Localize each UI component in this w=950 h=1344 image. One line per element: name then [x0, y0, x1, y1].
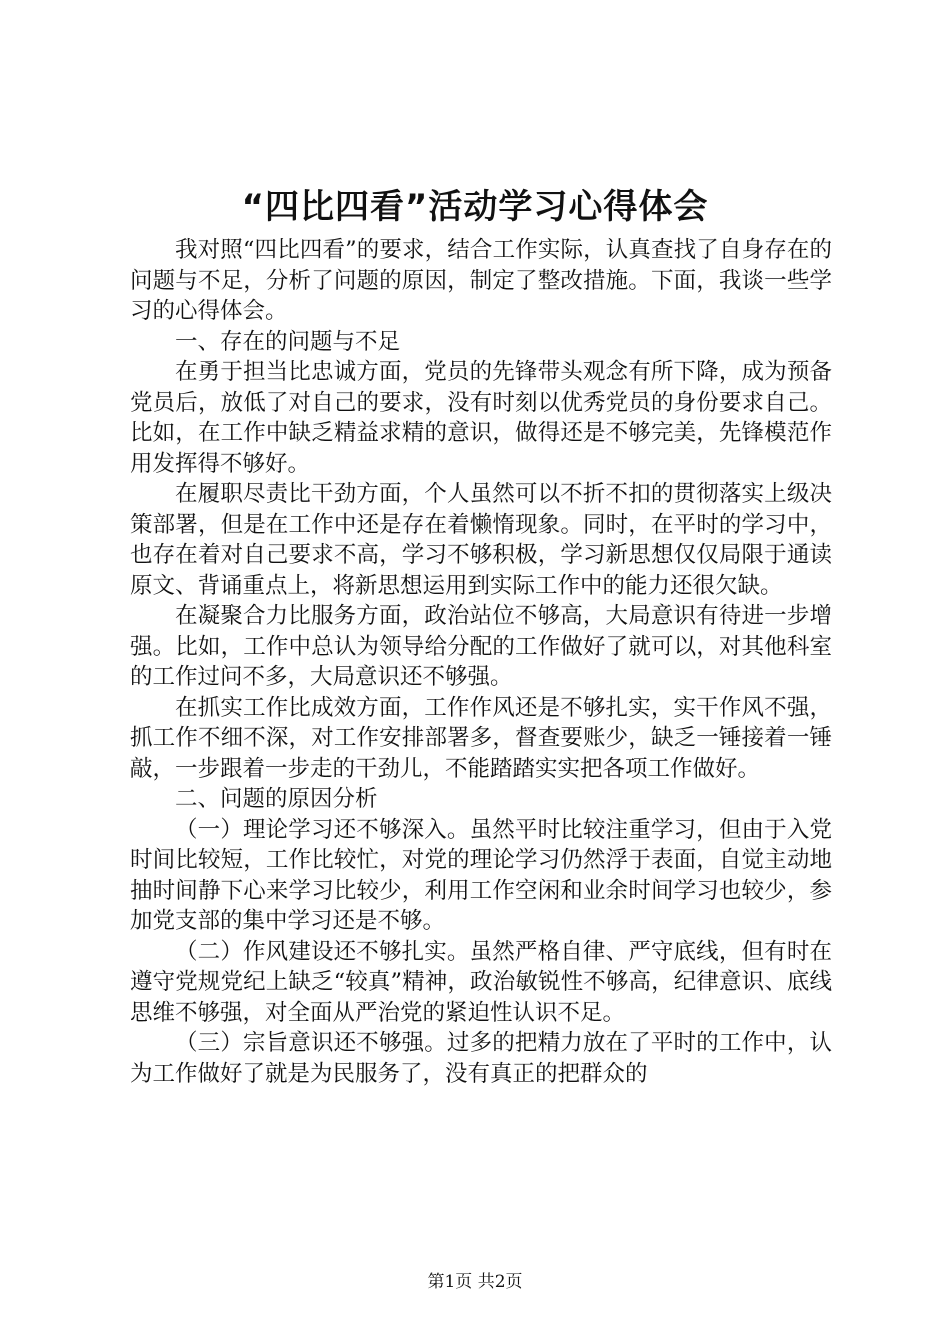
paragraph-diligence: 在履职尽责比干劲方面，个人虽然可以不折不扣的贯彻落实上级决策部署，但是在工作中还是存在着懒惰现象。同时，在平时的学习中，也存在着对自己要求不高，学习不够积极，学习新思想仅仅局限于通读原文、背诵重点上，将新思想运用到实际工作中的能力还很欠缺。: [130, 481, 832, 599]
paragraph-cause-2: （二）作风建设还不够扎实。虽然严格自律、严守底线，但有时在遵守党规党纪上缺乏“较真”精神，政治敏锐性不够高，纪律意识、底线思维不够强，对全面从严治党的紧迫性认识不足。: [130, 938, 832, 1026]
paragraph-cause-3: （三）宗旨意识还不够强。过多的把精力放在了平时的工作中，认为工作做好了就是为民服务了，没有真正的把群众的: [130, 1030, 832, 1087]
page-footer: 第1页 共2页: [427, 1272, 523, 1292]
document-title: “四比四看”活动学习心得体会: [241, 187, 709, 227]
paragraph-loyalty: 在勇于担当比忠诚方面，党员的先锋带头观念有所下降，成为预备党员后，放低了对自己的要求，没有时刻以优秀党员的身份要求自己。比如，在工作中缺乏精益求精的意识，做得还是不够完美，先锋模范作用发挥得不够好。: [130, 359, 832, 477]
document-body: [130, 235, 832, 1089]
paragraph-intro: 我对照“四比四看”的要求，结合工作实际，认真查找了自身存在的问题与不足，分析了问题的原因，制定了整改措施。下面，我谈一些学习的心得体会。: [130, 237, 832, 324]
paragraph-results: 在抓实工作比成效方面，工作作风还是不够扎实，实干作风不强，抓工作不细不深，对工作安排部署多，督查要账少，缺乏一锤接着一锤敲，一步跟着一步走的干劲儿，不能踏踏实实把各项工作做好。: [130, 694, 832, 782]
section-heading-causes: 二、问题的原因分析: [175, 786, 378, 812]
paragraph-service: 在凝聚合力比服务方面，政治站位不够高，大局意识有待进一步增强。比如，工作中总认为领导给分配的工作做好了就可以，对其他科室的工作过问不多，大局意识还不够强。: [130, 603, 832, 690]
section-heading-problems: 一、存在的问题与不足: [175, 328, 401, 355]
paragraph-cause-1: （一）理论学习还不够深入。虽然平时比较注重学习，但由于入党时间比较短，工作比较忙，对党的理论学习仍然浮于表面，自觉主动地抽时间静下心来学习比较少，利用工作空闲和业余时间学习也较少，参加党支部的集中学习还是不够。: [130, 816, 832, 934]
